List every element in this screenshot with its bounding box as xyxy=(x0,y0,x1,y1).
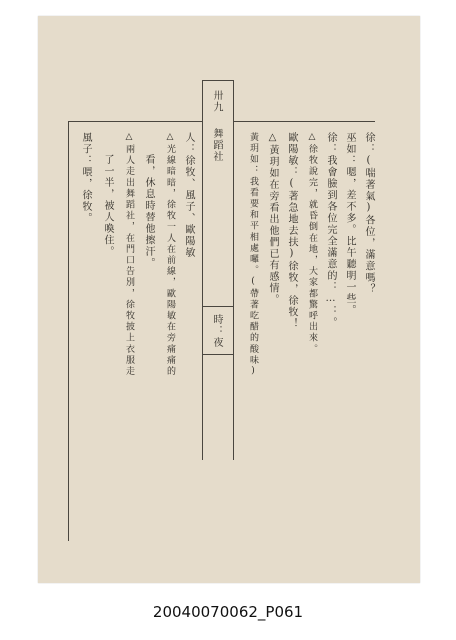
image-caption: 20040070062_P061 xyxy=(152,603,304,621)
script-line-10: 看，休息時替他擦汗。 xyxy=(143,154,154,269)
script-line-2: 巫如：嗯，差不多。比午聽明一些。 xyxy=(344,132,355,316)
header-box-top-line xyxy=(202,80,234,81)
script-line-12: 了一半，被人喚住。 xyxy=(102,154,113,258)
script-line-7: 黃玥如：我看要和平相處囉。(帶著吃醋的酸味) xyxy=(248,132,258,379)
frame-left-line xyxy=(68,121,69,541)
time-label: 時：夜 xyxy=(211,314,222,349)
scene-title: 舞蹈社 xyxy=(211,128,222,163)
header-rule-left xyxy=(68,121,202,122)
script-line-6: △黃玥如在旁看出他們已有感情。 xyxy=(267,132,278,306)
script-page xyxy=(38,16,420,583)
time-box-top-line xyxy=(202,306,234,307)
page-number: 卅九 xyxy=(211,90,222,113)
script-line-4: △徐牧說完，就昏倒在地，大家都驚呼出來。 xyxy=(307,132,317,355)
header-box-right-line xyxy=(233,80,234,460)
script-line-3: 徐：我會臉到各位完全滿意的：…：。 xyxy=(325,132,336,329)
script-line-13: 風子：喂，徐牧。 xyxy=(80,132,91,224)
header-box-left-line xyxy=(202,80,203,460)
script-line-1: 徐：(喘著氣)各位，滿意嗎？ xyxy=(363,132,374,295)
script-line-9: △光線暗暗，徐牧一人在前線，歐陽敏在旁痛痛的 xyxy=(165,132,175,378)
header-rule-right xyxy=(233,121,375,122)
script-line-8: 人：徐牧、風子、歐陽敏 xyxy=(183,132,194,259)
script-line-5: 歐陽敏：(著急地去扶)徐牧，徐牧！ xyxy=(286,132,297,330)
time-box-bottom-line xyxy=(202,354,234,355)
script-line-11: △兩人走出舞蹈社，在門口告別，徐牧披上衣服走 xyxy=(124,132,134,378)
